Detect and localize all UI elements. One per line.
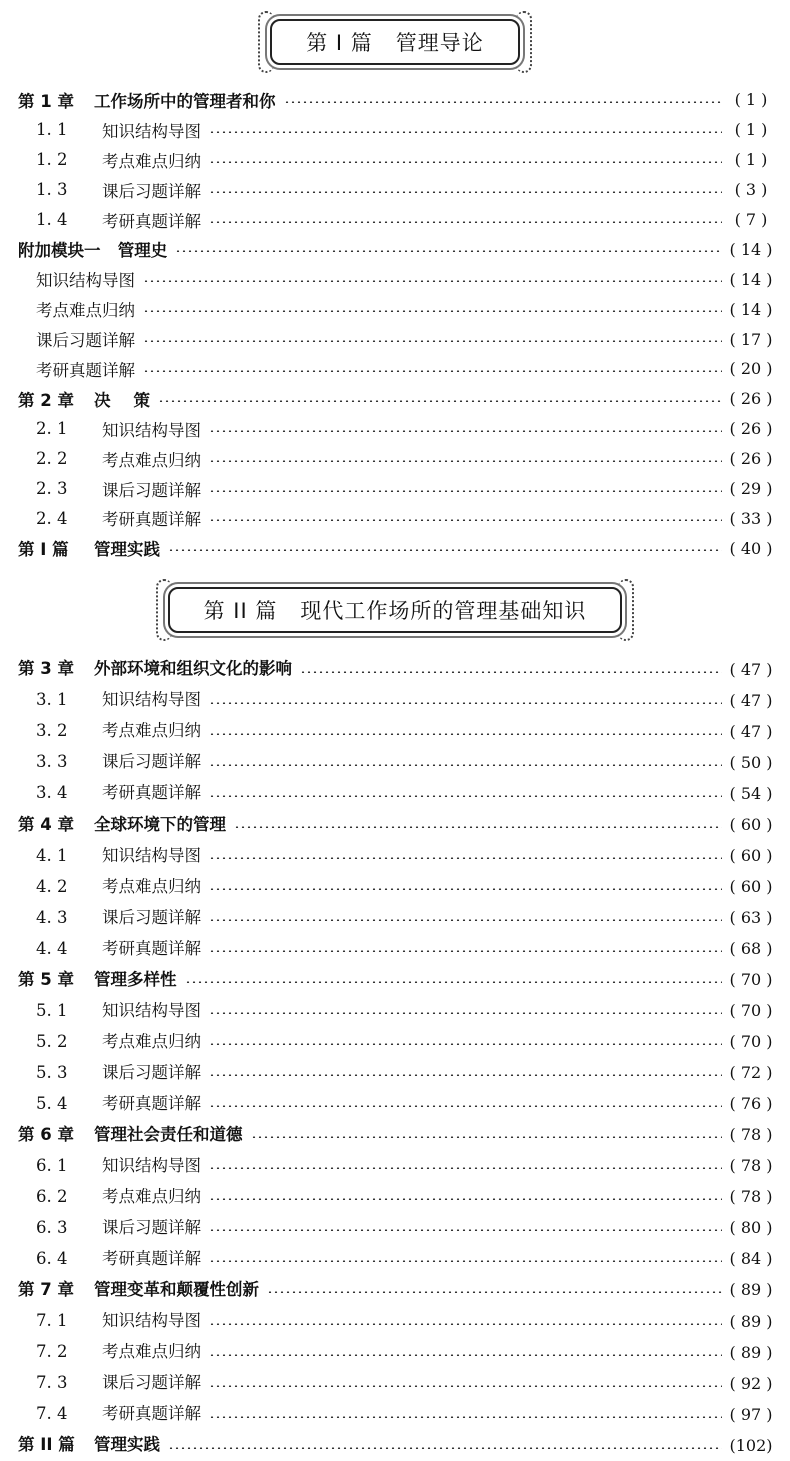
page-number: ( 47 ) xyxy=(729,659,773,679)
banner-frame xyxy=(168,587,623,633)
toc-section-entry[interactable] xyxy=(18,414,774,444)
toc-section-entry[interactable] xyxy=(18,747,774,778)
part-1-title: 第 I 篇 管理导论 xyxy=(306,31,484,55)
page-number: ( 70 ) xyxy=(729,1001,773,1021)
entry-number: 2. 3 xyxy=(36,479,68,499)
entry-number: 第 I 篇 xyxy=(18,540,69,560)
page-number: ( 89 ) xyxy=(729,1311,773,1331)
entry-number: 7. 2 xyxy=(36,1342,68,1362)
dot-leader xyxy=(143,310,722,312)
entry-number: 5. 1 xyxy=(36,1000,68,1020)
entry-title: 管理社会责任和道德 xyxy=(94,1124,243,1144)
toc-section-entry[interactable] xyxy=(18,1182,774,1213)
dot-leader xyxy=(209,919,722,921)
entry-number: 7. 1 xyxy=(36,1311,68,1331)
entry-number: 第 2 章 xyxy=(18,390,74,410)
toc-section-entry[interactable] xyxy=(18,145,774,175)
toc-chapter-entry[interactable] xyxy=(18,384,774,414)
entry-title: 考研真题详解 xyxy=(36,360,135,380)
dot-leader xyxy=(209,161,722,163)
toc-chapter-entry[interactable] xyxy=(18,1120,774,1151)
dot-leader xyxy=(209,1198,722,1200)
dot-leader xyxy=(209,1074,722,1076)
toc-section-entry[interactable] xyxy=(18,294,774,324)
dot-leader xyxy=(209,1167,722,1169)
dot-leader xyxy=(209,1012,722,1014)
entry-number: 3. 3 xyxy=(36,752,68,772)
entry-title: 外部环境和组织文化的影响 xyxy=(94,659,292,679)
dot-leader xyxy=(143,340,722,342)
entry-number: 1. 4 xyxy=(36,210,68,229)
entry-title: 考点难点归纳 xyxy=(36,301,135,321)
entry-number: 第 6 章 xyxy=(18,1124,74,1144)
dot-leader xyxy=(300,671,722,673)
page-number: ( 92 ) xyxy=(729,1373,773,1393)
toc-section-entry[interactable] xyxy=(18,1213,774,1244)
entry-number: 1. 1 xyxy=(36,120,68,140)
entry-title: 考研真题详解 xyxy=(102,1249,201,1269)
entry-number: 1. 3 xyxy=(36,180,68,200)
entry-title: 考研真题详解 xyxy=(102,938,201,958)
dot-leader xyxy=(143,370,722,372)
part-2-banner xyxy=(0,580,790,640)
entry-title: 管理变革和颠覆性创新 xyxy=(94,1280,259,1300)
toc-section-entry[interactable] xyxy=(18,1306,774,1337)
entry-number: 1. 2 xyxy=(36,150,68,170)
dot-leader xyxy=(143,280,722,282)
toc-section-entry[interactable] xyxy=(18,115,774,145)
entry-title: 管理实践 xyxy=(94,1435,160,1455)
entry-number: 2. 4 xyxy=(36,508,68,528)
entry-title: 知识结构导图 xyxy=(102,420,201,440)
dot-leader xyxy=(209,1385,722,1387)
dot-leader xyxy=(209,519,722,521)
entry-number: 4. 2 xyxy=(36,876,68,896)
entry-title: 全球环境下的管理 xyxy=(94,814,226,834)
entry-number: 第 3 章 xyxy=(18,659,74,679)
dot-leader xyxy=(185,981,723,983)
part-2-toc-list xyxy=(18,654,774,1461)
page-number: ( 26 ) xyxy=(729,419,773,439)
entry-number: 4. 3 xyxy=(36,907,68,927)
page-number: (102) xyxy=(729,1435,773,1455)
entry-title: 知识结构导图 xyxy=(102,1311,201,1331)
dot-leader xyxy=(209,857,722,859)
page-number: ( 78 ) xyxy=(729,1187,773,1207)
page-number: ( 70 ) xyxy=(729,969,773,989)
toc-section-entry[interactable] xyxy=(18,1089,774,1120)
entry-title: 决 策 xyxy=(94,390,150,410)
entry-number: 3. 2 xyxy=(36,721,68,741)
entry-number: 6. 2 xyxy=(36,1187,68,1207)
page-number: ( 1 ) xyxy=(734,150,768,170)
toc-section-entry[interactable] xyxy=(18,1058,774,1089)
entry-title: 管理实践 xyxy=(94,540,160,560)
entry-number: 第 1 章 xyxy=(18,91,74,111)
toc-section-entry[interactable] xyxy=(18,354,774,384)
entry-number: 3. 4 xyxy=(36,783,68,803)
page-number: ( 70 ) xyxy=(729,1032,773,1052)
entry-number: 5. 3 xyxy=(36,1062,68,1082)
toc-section-entry[interactable] xyxy=(18,685,774,716)
toc-chapter-entry[interactable] xyxy=(18,1275,774,1306)
page-number: ( 47 ) xyxy=(729,690,773,710)
toc-section-entry[interactable] xyxy=(18,1151,774,1182)
toc-section-entry[interactable] xyxy=(18,503,774,533)
entry-number: 第 5 章 xyxy=(18,969,74,989)
page-number: ( 1 ) xyxy=(734,90,768,110)
page-number: ( 89 ) xyxy=(729,1342,773,1362)
toc-section-entry[interactable] xyxy=(18,996,774,1027)
toc-section-entry[interactable] xyxy=(18,933,774,964)
entry-number: 7. 3 xyxy=(36,1373,68,1393)
dot-leader xyxy=(267,1291,722,1293)
dot-leader xyxy=(251,1136,723,1138)
dot-leader xyxy=(209,430,722,432)
page-number: ( 60 ) xyxy=(729,814,773,834)
part-1-toc-list xyxy=(18,85,774,563)
page-number: ( 33 ) xyxy=(729,508,773,528)
entry-title: 考研真题详解 xyxy=(102,783,201,803)
dot-leader xyxy=(209,702,722,704)
entry-title: 知识结构导图 xyxy=(102,690,201,710)
page-number: ( 14 ) xyxy=(729,239,773,259)
entry-title: 课后习题详解 xyxy=(102,752,201,772)
entry-title: 课后习题详解 xyxy=(102,181,201,201)
dot-leader xyxy=(209,490,722,492)
toc-chapter-entry[interactable] xyxy=(18,85,774,115)
entry-number: 6. 4 xyxy=(36,1249,68,1269)
dot-leader xyxy=(209,131,722,133)
entry-title: 管理多样性 xyxy=(94,969,177,989)
dot-leader xyxy=(209,1354,722,1356)
page-number: ( 80 ) xyxy=(729,1218,773,1238)
dot-leader xyxy=(209,1043,722,1045)
page-number: ( 60 ) xyxy=(729,876,773,896)
dot-leader xyxy=(209,1229,722,1231)
entry-number: 第 II 篇 xyxy=(18,1435,75,1455)
dot-leader xyxy=(168,549,722,551)
toc-section-entry[interactable] xyxy=(18,324,774,354)
page-number: ( 54 ) xyxy=(729,783,773,803)
page-number: ( 20 ) xyxy=(729,359,773,379)
toc-chapter-entry[interactable] xyxy=(18,964,774,995)
entry-title: 工作场所中的管理者和你 xyxy=(94,91,276,111)
page-number: ( 7 ) xyxy=(734,210,768,229)
toc-chapter-entry[interactable] xyxy=(18,234,774,264)
dot-leader xyxy=(209,888,722,890)
dot-leader xyxy=(158,400,722,402)
entry-number: 2. 1 xyxy=(36,419,68,439)
entry-title: 考点难点归纳 xyxy=(102,450,201,470)
toc-chapter-entry[interactable] xyxy=(18,809,774,840)
toc-chapter-entry[interactable] xyxy=(18,1430,774,1461)
dot-leader xyxy=(209,1105,722,1107)
dot-leader xyxy=(234,826,722,828)
toc-section-entry[interactable] xyxy=(18,175,774,205)
entry-title: 考研真题详解 xyxy=(102,1404,201,1424)
page-number: ( 14 ) xyxy=(729,299,773,319)
toc-section-entry[interactable] xyxy=(18,1368,774,1399)
toc-section-entry[interactable] xyxy=(18,264,774,294)
entry-number: 3. 1 xyxy=(36,690,68,710)
toc-section-entry[interactable] xyxy=(18,902,774,933)
entry-title: 课后习题详解 xyxy=(102,480,201,500)
toc-section-entry[interactable] xyxy=(18,444,774,474)
part-2-title: 第 II 篇 现代工作场所的管理基础知识 xyxy=(203,599,587,623)
page-number: ( 68 ) xyxy=(729,938,773,958)
entry-title: 知识结构导图 xyxy=(102,1000,201,1020)
page-number: ( 40 ) xyxy=(729,538,773,558)
entry-title: 知识结构导图 xyxy=(102,1156,201,1176)
page-number: ( 14 ) xyxy=(729,269,773,289)
page-number: ( 50 ) xyxy=(729,752,773,772)
page-number: ( 89 ) xyxy=(729,1280,773,1300)
entry-number: 6. 1 xyxy=(36,1156,68,1176)
page-number: ( 60 ) xyxy=(729,845,773,865)
toc-section-entry[interactable] xyxy=(18,474,774,504)
entry-number: 7. 4 xyxy=(36,1404,68,1424)
entry-number: 4. 1 xyxy=(36,845,68,865)
page-number: ( 47 ) xyxy=(729,721,773,741)
page-number: ( 26 ) xyxy=(729,449,773,469)
page-number: ( 76 ) xyxy=(729,1094,773,1114)
dot-leader xyxy=(209,191,722,193)
entry-title: 课后习题详解 xyxy=(102,907,201,927)
toc-section-entry[interactable] xyxy=(18,205,774,235)
page-number: ( 1 ) xyxy=(734,120,768,140)
page-number: ( 29 ) xyxy=(729,479,773,499)
dot-leader xyxy=(209,460,722,462)
page-number: ( 26 ) xyxy=(729,389,773,409)
toc-section-entry[interactable] xyxy=(18,840,774,871)
dot-leader xyxy=(175,250,722,252)
page-number: ( 17 ) xyxy=(729,329,773,349)
toc-section-entry[interactable] xyxy=(18,1399,774,1430)
toc-chapter-entry[interactable] xyxy=(18,654,774,685)
entry-number: 5. 4 xyxy=(36,1093,68,1113)
page-number: ( 78 ) xyxy=(729,1156,773,1176)
dot-leader xyxy=(209,795,722,797)
entry-title: 考点难点归纳 xyxy=(102,1342,201,1362)
dot-leader xyxy=(209,950,722,952)
entry-title: 考研真题详解 xyxy=(102,1093,201,1113)
banner-frame xyxy=(270,19,520,65)
dot-leader xyxy=(209,733,722,735)
entry-title: 课后习题详解 xyxy=(102,1373,201,1393)
dot-leader xyxy=(209,1323,722,1325)
entry-title: 考点难点归纳 xyxy=(102,151,201,171)
part-1-banner xyxy=(0,12,790,72)
page-number: ( 78 ) xyxy=(729,1125,773,1145)
entry-title: 知识结构导图 xyxy=(102,845,201,865)
entry-title: 考点难点归纳 xyxy=(102,721,201,741)
entry-number: 第 4 章 xyxy=(18,814,74,834)
toc-chapter-entry[interactable] xyxy=(18,533,774,563)
page-number: ( 97 ) xyxy=(729,1404,773,1424)
entry-title: 考点难点归纳 xyxy=(102,1031,201,1051)
entry-title: 课后习题详解 xyxy=(36,331,135,351)
page-number: ( 72 ) xyxy=(729,1063,773,1083)
toc-section-entry[interactable] xyxy=(18,778,774,809)
entry-number: 6. 3 xyxy=(36,1218,68,1238)
toc-section-entry[interactable] xyxy=(18,871,774,902)
dot-leader xyxy=(209,764,722,766)
toc-section-entry[interactable] xyxy=(18,1027,774,1058)
entry-title: 考点难点归纳 xyxy=(102,1187,201,1207)
toc-section-entry[interactable] xyxy=(18,1244,774,1275)
entry-title: 考点难点归纳 xyxy=(102,876,201,896)
entry-title: 考研真题详解 xyxy=(102,510,201,530)
toc-section-entry[interactable] xyxy=(18,716,774,747)
entry-number: 2. 2 xyxy=(36,449,68,469)
entry-title: 知识结构导图 xyxy=(102,121,201,141)
page-number: ( 3 ) xyxy=(734,180,768,200)
entry-title: 考研真题详解 xyxy=(102,211,201,231)
toc-section-entry[interactable] xyxy=(18,1337,774,1368)
dot-leader xyxy=(168,1447,722,1449)
entry-title: 课后习题详解 xyxy=(102,1218,201,1238)
entry-title: 附加模块一 管理史 xyxy=(18,241,168,261)
dot-leader xyxy=(209,1416,722,1418)
page-number: ( 63 ) xyxy=(729,907,773,927)
entry-number: 5. 2 xyxy=(36,1031,68,1051)
entry-title: 知识结构导图 xyxy=(36,271,135,291)
dot-leader xyxy=(284,101,723,103)
dot-leader xyxy=(209,1260,722,1262)
dot-leader xyxy=(209,221,722,223)
page-number: ( 84 ) xyxy=(729,1249,773,1269)
entry-number: 4. 4 xyxy=(36,938,68,958)
entry-number: 第 7 章 xyxy=(18,1280,74,1300)
entry-title: 课后习题详解 xyxy=(102,1062,201,1082)
